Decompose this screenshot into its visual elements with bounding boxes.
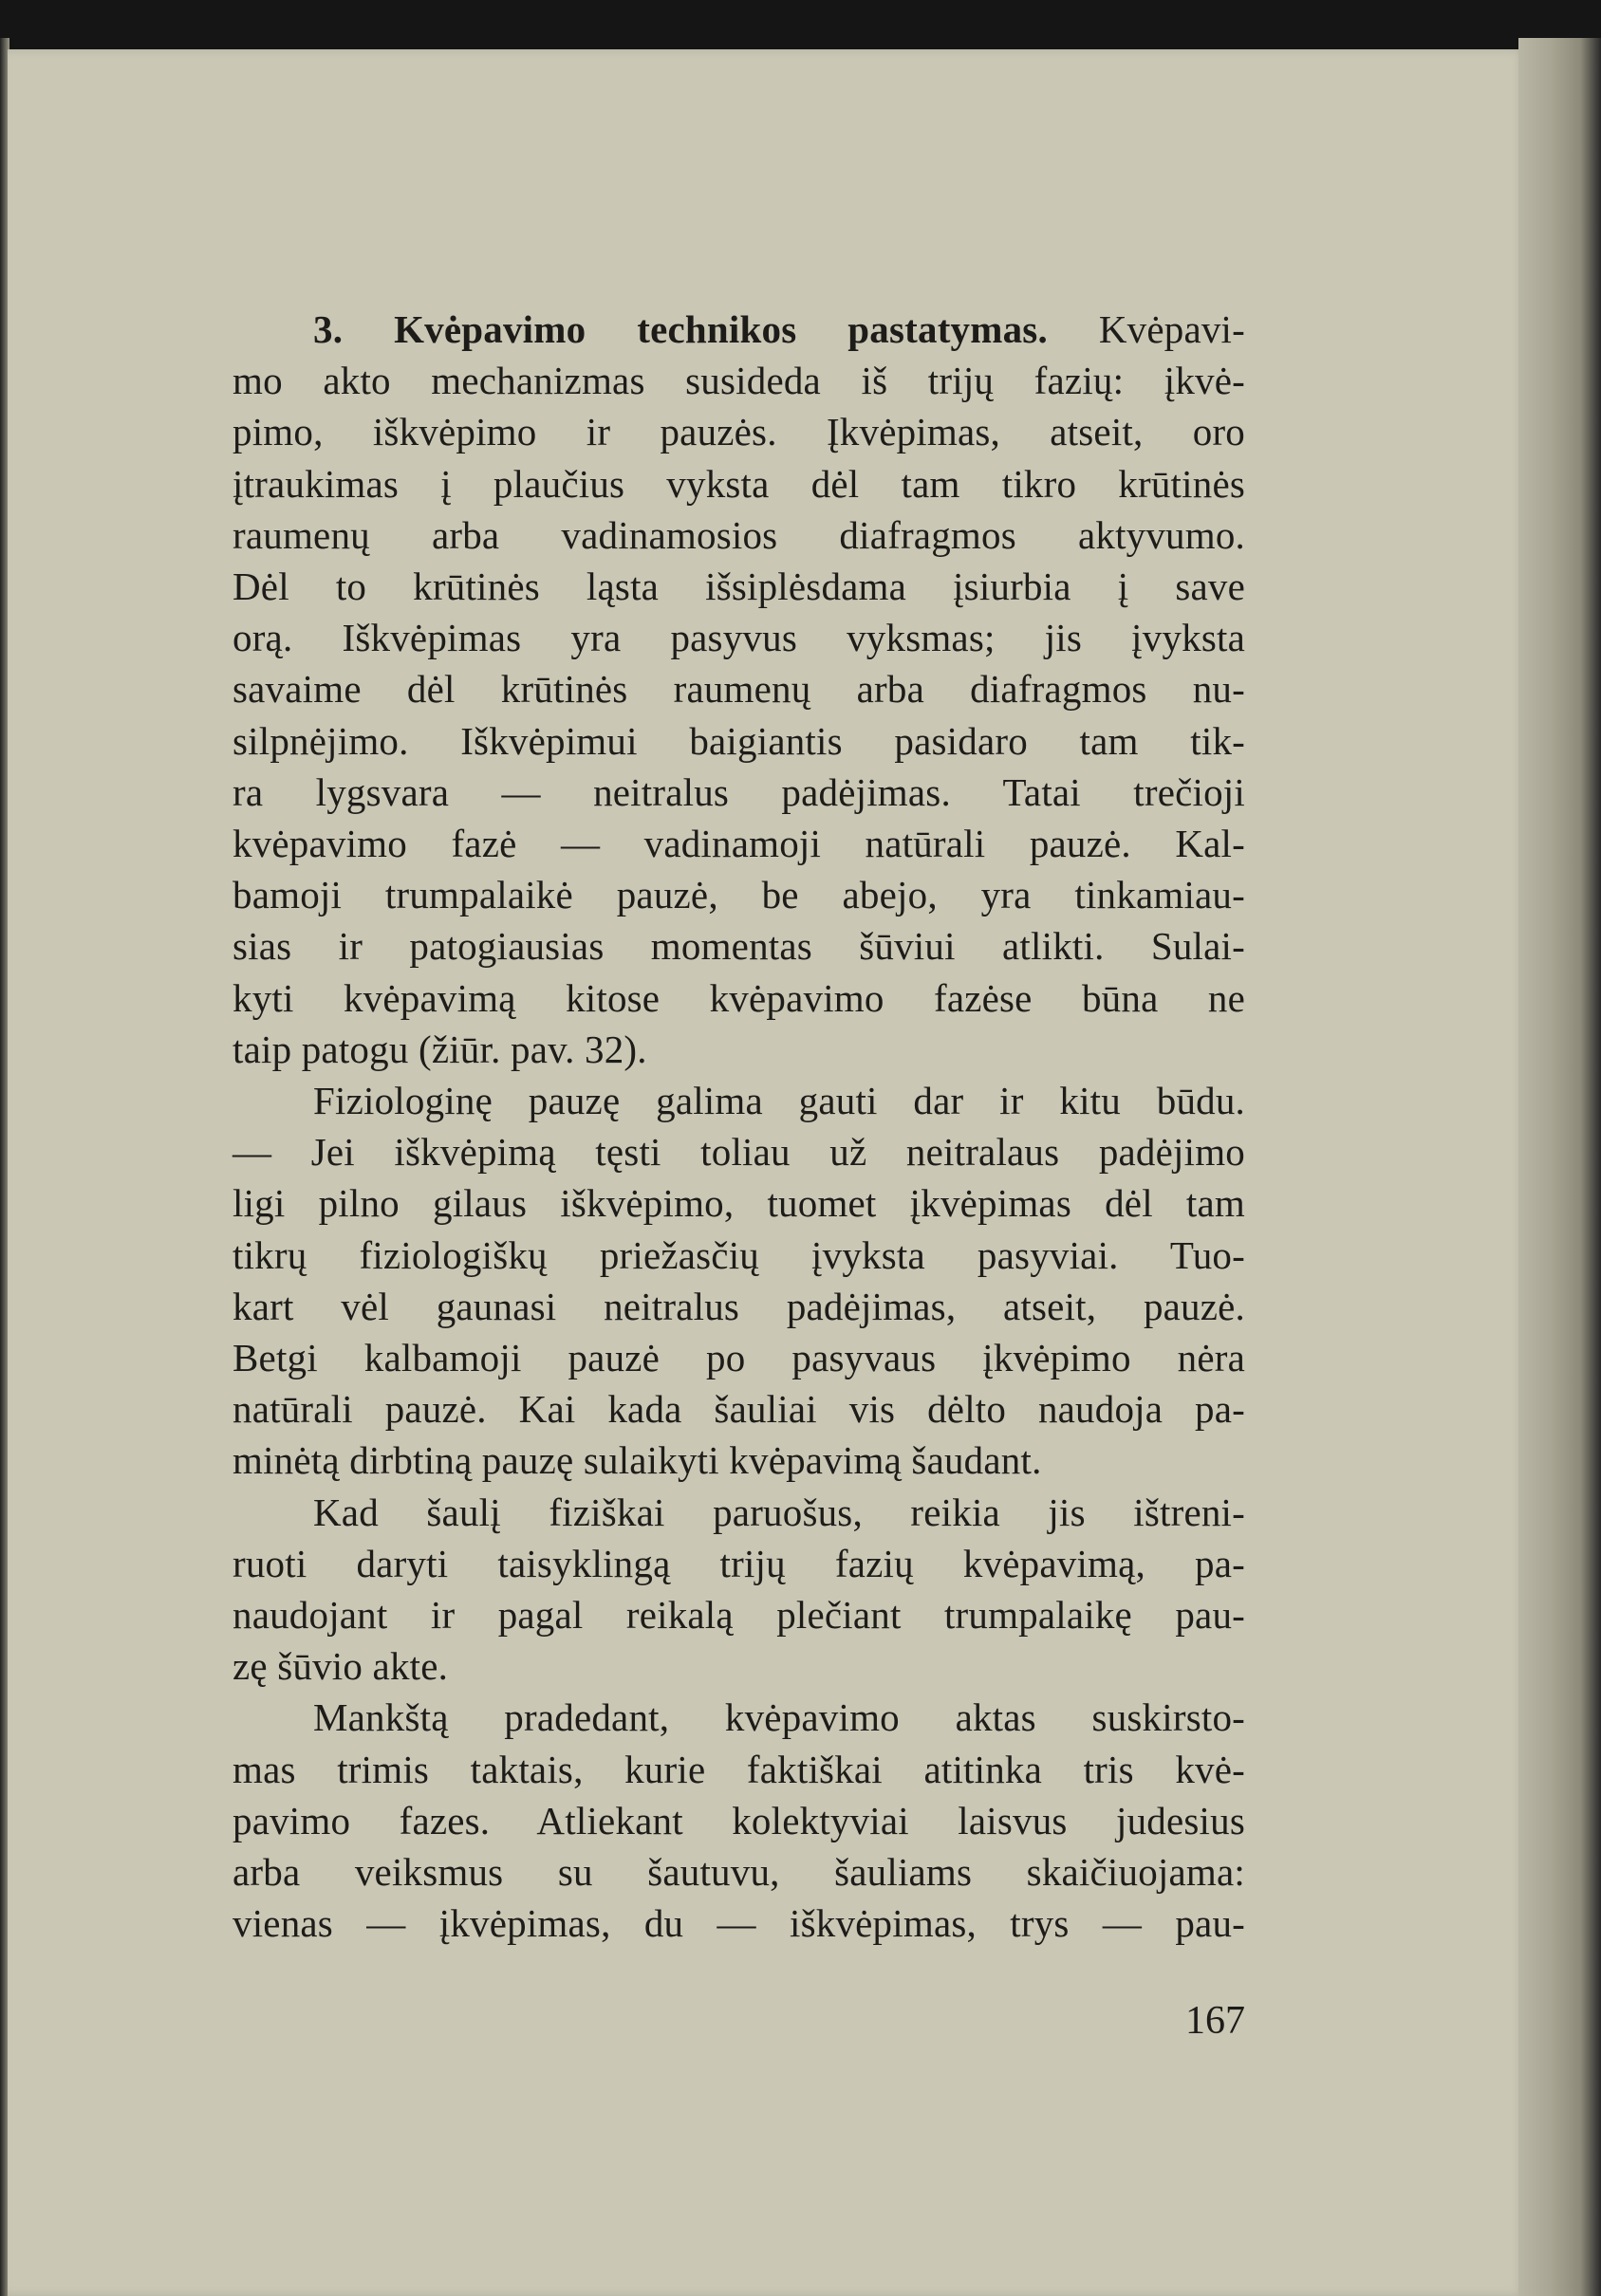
section-heading: 3. Kvėpavimo technikos pastatymas. bbox=[313, 307, 1048, 351]
text-line bbox=[233, 1589, 1245, 1640]
line-text: vienas — įkvėpimas, du — iškvėpimas, trys — pau- bbox=[233, 1901, 1245, 1946]
text-line bbox=[233, 1744, 1245, 1795]
text-line bbox=[233, 972, 1245, 1024]
line-text: pavimo fazes. Atliekant kolektyviai laisvus judesius bbox=[233, 1798, 1245, 1842]
line-text: orą. Iškvėpimas yra pasyvus vyksmas; jis įvyksta bbox=[233, 616, 1245, 660]
text-line bbox=[233, 1024, 1245, 1075]
text-line bbox=[313, 1487, 1245, 1538]
text-line bbox=[233, 1898, 1245, 1949]
text-line bbox=[233, 1846, 1245, 1898]
text-line bbox=[233, 1640, 1245, 1692]
line-text: savaime dėl krūtinės raumenų arba diafragmos nu- bbox=[233, 667, 1245, 712]
line-text: raumenų arba vadinamosios diafragmos aktyvumo. bbox=[233, 512, 1245, 557]
line-text: Betgi kalbamoji pauzė po pasyvaus įkvėpimo nėra bbox=[233, 1336, 1245, 1379]
text-line bbox=[233, 869, 1245, 920]
line-text: pimo, iškvėpimo ir pauzės. Įkvėpimas, atseit, oro bbox=[233, 410, 1245, 454]
section-heading-line bbox=[313, 304, 1245, 355]
text-line bbox=[313, 1692, 1245, 1743]
line-text: mas trimis taktais, kurie faktiškai atitinka tris kvė- bbox=[233, 1747, 1245, 1791]
text-line bbox=[233, 1230, 1245, 1281]
line-text: ruoti daryti taisyklingą trijų fazių kvėpavimą, pa- bbox=[233, 1541, 1245, 1585]
text-line bbox=[233, 1795, 1245, 1846]
line-text: Fiziologinę pauzę galima gauti dar ir kitu būdu. bbox=[313, 1079, 1245, 1122]
line-text: zę šūvio akte. bbox=[233, 1644, 449, 1689]
line-text: ligi pilno gilaus iškvėpimo, tuomet įkvėpimas dėl tam bbox=[233, 1181, 1245, 1226]
line-text: Mankštą pradedant, kvėpavimo aktas suskirsto- bbox=[313, 1695, 1245, 1740]
line-text: sias ir patogiausias momentas šūviui atlikti. Sulai- bbox=[233, 924, 1245, 969]
text-line bbox=[233, 1435, 1245, 1486]
line-text: kyti kvėpavimą kitose kvėpavimo fazėse būna ne bbox=[233, 975, 1245, 1020]
line-text: mo akto mechanizmas susideda iš trijų fazių: įkvė- bbox=[233, 359, 1245, 403]
page-number: 167 bbox=[1185, 1999, 1245, 2043]
text-line bbox=[233, 561, 1245, 612]
line-text: minėtą dirbtiną pauzę sulaikyti kvėpavimą šaudant. bbox=[233, 1438, 1042, 1483]
line-text: kvėpavimo fazė — vadinamoji natūrali pauzė. Kal- bbox=[233, 822, 1245, 865]
text-line bbox=[233, 818, 1245, 869]
line-text: Dėl to krūtinės ląsta išsiplėsdama įsiurbia į save bbox=[233, 565, 1245, 608]
text-line bbox=[313, 1075, 1245, 1126]
text-line bbox=[233, 355, 1245, 406]
text-line bbox=[233, 767, 1245, 818]
text-line bbox=[233, 920, 1245, 972]
line-text: naudojant ir pagal reikalą plečiant trumpalaikę pau- bbox=[233, 1593, 1245, 1637]
text-line bbox=[233, 1281, 1245, 1332]
line-text: įtraukimas į plaučius vyksta dėl tam tikro krūtinės bbox=[233, 461, 1245, 506]
line-text: tikrų fiziologiškų priežasčių įvyksta pasyviai. Tuo- bbox=[233, 1232, 1245, 1277]
line-text: arba veiksmus su šautuvu, šauliams skaičiuojama: bbox=[233, 1850, 1245, 1894]
line-text: Kvėpavi- bbox=[1047, 307, 1245, 351]
text-line bbox=[233, 1177, 1245, 1229]
line-text: ra lygsvara — neitralus padėjimas. Tatai trečioji bbox=[233, 769, 1245, 814]
line-text: bamoji trumpalaikė pauzė, be abejo, yra tinkamiau- bbox=[233, 873, 1245, 917]
line-text: — Jei iškvėpimą tęsti toliau už neitralaus padėjimo bbox=[233, 1130, 1245, 1175]
text-line bbox=[233, 1383, 1245, 1435]
text-line bbox=[233, 1332, 1245, 1383]
text-line bbox=[233, 1126, 1245, 1177]
text-line bbox=[233, 458, 1245, 509]
text-line bbox=[233, 509, 1245, 561]
text-line bbox=[233, 612, 1245, 663]
line-text: taip patogu (žiūr. pav. 32). bbox=[233, 1027, 647, 1071]
text-line bbox=[233, 663, 1245, 714]
page-edge bbox=[1518, 38, 1601, 2296]
text-line bbox=[233, 715, 1245, 767]
line-text: natūrali pauzė. Kai kada šauliai vis dėlto naudoja pa- bbox=[233, 1387, 1245, 1432]
text-line bbox=[233, 1538, 1245, 1589]
line-text: kart vėl gaunasi neitralus padėjimas, atseit, pauzė. bbox=[233, 1284, 1245, 1328]
line-text: Kad šaulį fiziškai paruošus, reikia jis ištreni- bbox=[313, 1490, 1245, 1534]
line-text: silpnėjimo. Iškvėpimui baigiantis pasidaro tam tik- bbox=[233, 718, 1245, 763]
text-line bbox=[233, 406, 1245, 457]
